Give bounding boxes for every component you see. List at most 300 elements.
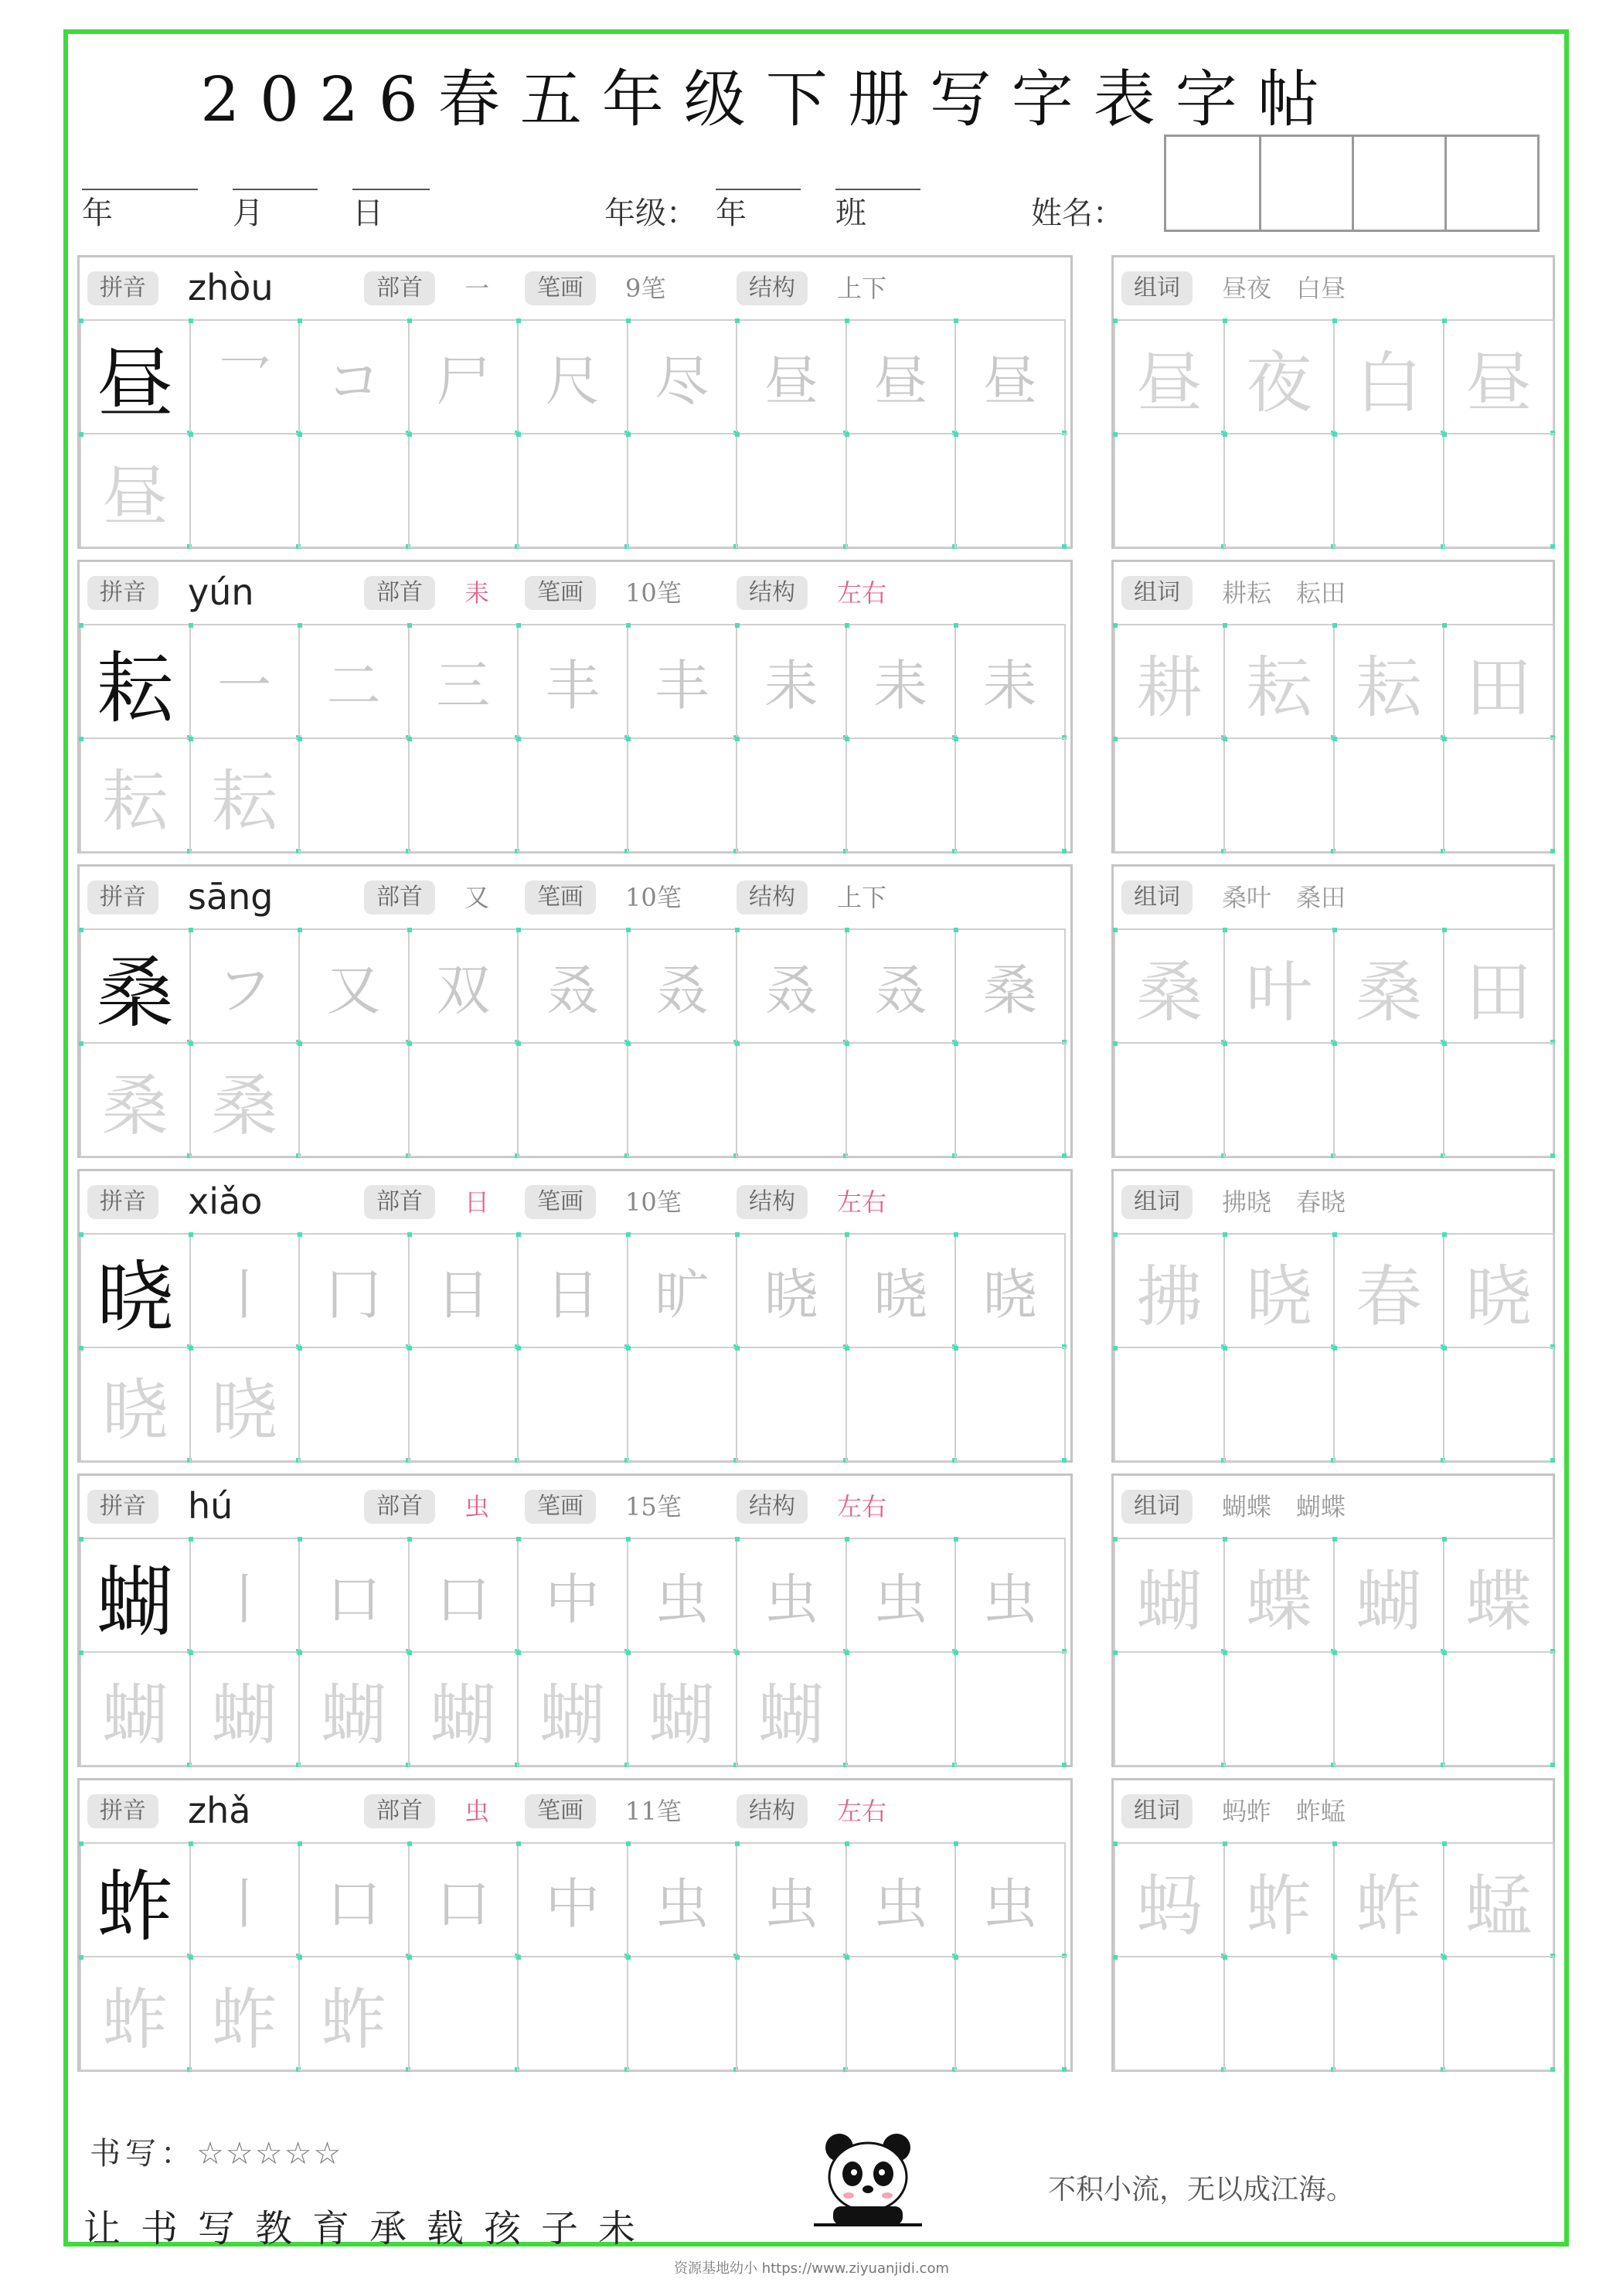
name-label: 姓名：: [1031, 196, 1124, 231]
word-info-row: [1114, 1780, 1553, 1842]
writing-grid: [80, 1233, 1070, 1460]
word-trace-character: 田: [1465, 953, 1532, 1031]
trace-character: 蝴: [320, 1676, 387, 1754]
writing-cell[interactable]: [298, 1956, 410, 2071]
stroke-step: 尽: [655, 349, 709, 413]
trace-character: 蝴: [211, 1676, 278, 1754]
stroke-step: 口: [436, 1872, 491, 1936]
word-trace-character: 桑: [1356, 953, 1422, 1031]
stroke-step: 丰: [655, 654, 709, 717]
year-label: 年: [82, 196, 113, 231]
writing-cell[interactable]: [954, 1842, 1066, 1957]
strokes-tag: 笔画: [525, 1490, 596, 1524]
writing-cell[interactable]: [189, 1233, 301, 1348]
word-cell[interactable]: [1333, 928, 1444, 1044]
word-grid: [1114, 928, 1553, 1156]
writing-cell[interactable]: [736, 1651, 847, 1766]
writing-cell[interactable]: [736, 1347, 847, 1462]
writing-cell[interactable]: [736, 738, 847, 853]
word-practice-panel: [1111, 560, 1555, 853]
radical-value: 日: [464, 1187, 490, 1217]
writing-cell[interactable]: [954, 1538, 1066, 1653]
radical-tag: 部首: [364, 1794, 435, 1828]
trace-character: 桑: [211, 1067, 278, 1145]
strokes-tag: 笔画: [525, 881, 596, 915]
writing-cell[interactable]: [736, 624, 847, 739]
word-cell[interactable]: [1223, 624, 1335, 739]
stroke-step: 桑: [982, 959, 1037, 1022]
stroke-step: 晓: [873, 1263, 928, 1327]
word-cell[interactable]: [1443, 1538, 1554, 1653]
word-cell[interactable]: [1333, 1842, 1444, 1957]
writing-cell[interactable]: [189, 1347, 301, 1462]
writing-cell[interactable]: [627, 1651, 738, 1766]
writing-cell[interactable]: [954, 1651, 1066, 1766]
word-cell[interactable]: [1223, 1651, 1335, 1766]
writing-cell[interactable]: [954, 1347, 1066, 1462]
word-trace-character: 叶: [1246, 953, 1312, 1031]
class-unit: 班: [835, 196, 866, 231]
writing-cell[interactable]: [189, 928, 301, 1044]
writing-cell[interactable]: [298, 319, 410, 434]
page-title: 2026春五年级下册写字表字帖: [200, 63, 1339, 135]
word-cell[interactable]: [1223, 433, 1335, 548]
writing-cell[interactable]: [80, 1956, 191, 2071]
trace-character: 蝴: [757, 1676, 825, 1754]
structure-tag: 结构: [737, 1794, 808, 1828]
stroke-step: 丨: [217, 1263, 272, 1327]
word-cell[interactable]: [1443, 1042, 1554, 1157]
writing-cell[interactable]: [517, 928, 628, 1044]
char-info-row: [80, 257, 1070, 319]
writing-cell[interactable]: [80, 928, 191, 1044]
word-cell[interactable]: [1114, 1842, 1225, 1957]
writing-cell[interactable]: [736, 1956, 847, 2071]
writing-cell[interactable]: [408, 1538, 519, 1653]
writing-label: 书写：: [90, 2136, 196, 2172]
writing-cell[interactable]: [627, 319, 738, 434]
writing-cell[interactable]: [627, 1233, 738, 1348]
word-practice-panel: [1111, 1473, 1555, 1767]
radical-tag: 部首: [364, 1490, 435, 1524]
writing-cell[interactable]: [517, 1842, 628, 1957]
writing-cell[interactable]: [736, 928, 847, 1044]
writing-cell[interactable]: [627, 1842, 738, 1957]
word-trace-character: 晓: [1465, 1258, 1532, 1336]
word-trace-character: 拂: [1136, 1258, 1203, 1336]
word-cell[interactable]: [1443, 738, 1554, 853]
writing-cell[interactable]: [408, 1042, 519, 1157]
word-cell[interactable]: [1443, 1651, 1554, 1766]
writing-cell[interactable]: [408, 1233, 519, 1348]
word-cell[interactable]: [1333, 1347, 1444, 1462]
proverb: 不积小流，无以成江海。: [1048, 2174, 1355, 2206]
word-cell[interactable]: [1223, 1233, 1335, 1348]
word-practice-panel: [1111, 1778, 1555, 2072]
writing-cell[interactable]: [408, 1651, 519, 1766]
writing-cell[interactable]: [736, 1042, 847, 1157]
word-cell[interactable]: [1443, 624, 1554, 739]
word-cell[interactable]: [1114, 433, 1225, 548]
writing-cell[interactable]: [80, 1538, 191, 1653]
writing-cell[interactable]: [954, 624, 1066, 739]
word-cell[interactable]: [1114, 1042, 1225, 1157]
writing-cell[interactable]: [736, 433, 847, 548]
word-trace-character: 蝶: [1246, 1562, 1312, 1640]
name-boxes[interactable]: [1164, 135, 1540, 232]
structure-tag: 结构: [737, 1490, 808, 1524]
writing-cell[interactable]: [80, 738, 191, 853]
words-tag: 组词: [1121, 881, 1193, 915]
structure-value: 左右: [837, 1797, 887, 1826]
structure-tag: 结构: [737, 271, 808, 305]
writing-cell[interactable]: [846, 624, 957, 739]
writing-cell[interactable]: [80, 624, 191, 739]
stroke-step: 晓: [764, 1263, 818, 1327]
writing-cell[interactable]: [408, 624, 519, 739]
word-info-row: [1114, 1476, 1553, 1538]
word-cell[interactable]: [1114, 1347, 1225, 1462]
word-info-row: [1114, 867, 1553, 928]
writing-cell[interactable]: [627, 1956, 738, 2071]
writing-cell[interactable]: [80, 1233, 191, 1348]
model-character: 桑: [96, 947, 174, 1038]
stroke-step: 口: [436, 1568, 491, 1631]
word-cell[interactable]: [1333, 1538, 1444, 1653]
word-cell[interactable]: [1114, 738, 1225, 853]
word-cell[interactable]: [1223, 1042, 1335, 1157]
structure-tag: 结构: [737, 881, 808, 915]
writing-cell[interactable]: [846, 1956, 957, 2071]
model-character: 晓: [96, 1252, 174, 1343]
writing-cell[interactable]: [954, 1233, 1066, 1348]
stroke-step: 冂: [326, 1263, 381, 1327]
strokes-value: 10笔: [625, 578, 682, 608]
writing-cell[interactable]: [298, 928, 410, 1044]
writing-cell[interactable]: [846, 1538, 957, 1653]
grade-unit: 年: [716, 196, 747, 231]
writing-cell[interactable]: [846, 928, 957, 1044]
writing-cell[interactable]: [189, 624, 301, 739]
strokes-tag: 笔画: [525, 1794, 596, 1828]
writing-cell[interactable]: [408, 738, 519, 853]
word-trace-character: 耘: [1246, 649, 1312, 727]
writing-cell[interactable]: [954, 433, 1066, 548]
stroke-step: 虫: [873, 1872, 928, 1936]
writing-cell[interactable]: [189, 1042, 301, 1157]
strokes-value: 15笔: [625, 1492, 682, 1521]
word-trace-character: 蝴: [1136, 1562, 1203, 1640]
pinyin-value: yún: [188, 571, 254, 613]
word-grid: [1114, 319, 1553, 547]
stroke-step: 尸: [436, 349, 491, 413]
writing-cell[interactable]: [846, 1347, 957, 1462]
writing-cell[interactable]: [517, 1956, 628, 2071]
writing-cell[interactable]: [517, 1651, 628, 1766]
word-cell[interactable]: [1333, 1233, 1444, 1348]
trace-character: 蚱: [211, 1981, 278, 2059]
char-practice-panel: [77, 1778, 1073, 2072]
writing-cell[interactable]: [189, 1538, 301, 1653]
words-value: 蚂蚱 蚱蜢: [1222, 1797, 1346, 1826]
word-cell[interactable]: [1443, 1842, 1554, 1957]
stroke-step: 日: [545, 1263, 600, 1327]
word-cell[interactable]: [1223, 928, 1335, 1044]
motto: 让书写教育承载孩子未: [83, 2207, 656, 2250]
word-cell[interactable]: [1443, 433, 1554, 548]
trace-character: 耘: [211, 762, 278, 840]
star-rating[interactable]: ☆☆☆☆☆: [196, 2136, 343, 2172]
word-cell[interactable]: [1443, 1347, 1554, 1462]
writing-cell[interactable]: [846, 319, 957, 434]
word-cell[interactable]: [1114, 1233, 1225, 1348]
writing-grid: [80, 624, 1070, 851]
writing-cell[interactable]: [298, 1233, 410, 1348]
writing-cell[interactable]: [298, 433, 410, 548]
stroke-step: 虫: [764, 1872, 818, 1936]
writing-cell[interactable]: [736, 319, 847, 434]
word-info-row: [1114, 1171, 1553, 1233]
word-cell[interactable]: [1223, 1842, 1335, 1957]
trace-character: 晓: [211, 1371, 278, 1449]
strokes-value: 10笔: [625, 1187, 682, 1217]
word-trace-character: 蝶: [1465, 1562, 1532, 1640]
words-tag: 组词: [1121, 576, 1193, 610]
writing-cell[interactable]: [627, 738, 738, 853]
radical-value: 耒: [464, 578, 490, 608]
stroke-step: 双: [436, 959, 491, 1022]
writing-cell[interactable]: [408, 1842, 519, 1957]
word-cell[interactable]: [1443, 1956, 1554, 2071]
pinyin-tag: 拼音: [87, 1185, 158, 1219]
writing-cell[interactable]: [846, 1233, 957, 1348]
word-cell[interactable]: [1333, 1651, 1444, 1766]
char-practice-panel: [77, 1473, 1073, 1767]
words-tag: 组词: [1121, 1490, 1193, 1524]
model-character: 蝴: [96, 1556, 174, 1647]
writing-cell[interactable]: [298, 738, 410, 853]
month-label: 月: [233, 196, 264, 231]
writing-cell[interactable]: [189, 433, 301, 548]
pinyin-tag: 拼音: [87, 271, 158, 305]
writing-cell[interactable]: [189, 319, 301, 434]
word-cell[interactable]: [1333, 624, 1444, 739]
word-cell[interactable]: [1114, 1651, 1225, 1766]
pinyin-value: xiǎo: [188, 1180, 263, 1222]
word-grid: [1114, 1842, 1553, 2069]
word-cell[interactable]: [1443, 319, 1554, 434]
word-info-row: [1114, 257, 1553, 319]
stroke-step: 丨: [217, 1872, 272, 1936]
word-cell[interactable]: [1114, 1538, 1225, 1653]
writing-cell[interactable]: [517, 319, 628, 434]
writing-cell[interactable]: [517, 433, 628, 548]
stroke-step: 三: [436, 654, 491, 717]
writing-grid: [80, 1842, 1070, 2069]
words-tag: 组词: [1121, 1794, 1193, 1828]
radical-tag: 部首: [364, 271, 435, 305]
trace-character: 桑: [101, 1067, 168, 1145]
char-practice-panel: [77, 864, 1073, 1158]
writing-cell[interactable]: [298, 1347, 410, 1462]
writing-cell[interactable]: [189, 1842, 301, 1957]
stroke-step: 耒: [873, 654, 928, 717]
writing-cell[interactable]: [408, 319, 519, 434]
writing-cell[interactable]: [517, 738, 628, 853]
strokes-value: 9笔: [625, 274, 666, 303]
word-cell[interactable]: [1443, 1233, 1554, 1348]
words-value: 昼夜 白昼: [1222, 274, 1346, 303]
word-trace-character: 白: [1356, 344, 1422, 422]
word-cell[interactable]: [1114, 1956, 1225, 2071]
word-cell[interactable]: [1223, 1956, 1335, 2071]
writing-cell[interactable]: [846, 1042, 957, 1157]
word-cell[interactable]: [1223, 738, 1335, 853]
worksheet-frame: [63, 29, 1569, 2250]
stroke-step: 乛: [217, 349, 272, 413]
strokes-value: 11笔: [625, 1797, 682, 1826]
writing-cell[interactable]: [80, 433, 191, 548]
word-cell[interactable]: [1333, 738, 1444, 853]
source-footer: 资源基地幼小 https://www.ziyuanjidi.com: [673, 2260, 950, 2277]
pinyin-tag: 拼音: [87, 576, 158, 610]
stroke-step: 虫: [982, 1872, 1037, 1936]
writing-cell[interactable]: [80, 319, 191, 434]
writing-cell[interactable]: [736, 1233, 847, 1348]
stroke-step: 中: [545, 1568, 600, 1631]
word-trace-character: 蚱: [1356, 1867, 1422, 1945]
stroke-step: 又: [326, 959, 381, 1022]
writing-cell[interactable]: [80, 1347, 191, 1462]
word-grid: [1114, 1538, 1553, 1765]
panda-icon: [810, 2121, 926, 2237]
writing-cell[interactable]: [846, 1651, 957, 1766]
writing-cell[interactable]: [517, 1233, 628, 1348]
word-cell[interactable]: [1114, 928, 1225, 1044]
words-value: 桑叶 桑田: [1222, 883, 1346, 912]
pinyin-value: zhòu: [188, 267, 274, 308]
structure-value: 左右: [837, 1187, 887, 1217]
words-tag: 组词: [1121, 1185, 1193, 1219]
writing-cell[interactable]: [627, 928, 738, 1044]
writing-cell[interactable]: [189, 738, 301, 853]
writing-cell[interactable]: [517, 624, 628, 739]
stroke-step: 昼: [873, 349, 928, 413]
word-cell[interactable]: [1223, 319, 1335, 434]
stroke-step: 丨: [217, 1568, 272, 1631]
writing-cell[interactable]: [408, 433, 519, 548]
words-value: 耕耘 耘田: [1222, 578, 1346, 608]
writing-cell[interactable]: [627, 1347, 738, 1462]
stroke-step: フ: [217, 959, 272, 1022]
word-cell[interactable]: [1223, 1347, 1335, 1462]
writing-cell[interactable]: [298, 1042, 410, 1157]
grade-label: 年级：: [604, 196, 697, 231]
stroke-step: 叒: [764, 959, 818, 1022]
word-cell[interactable]: [1114, 624, 1225, 739]
writing-cell[interactable]: [298, 1651, 410, 1766]
char-practice-panel: [77, 1169, 1073, 1463]
word-cell[interactable]: [1223, 1538, 1335, 1653]
writing-cell[interactable]: [80, 1042, 191, 1157]
word-practice-panel: [1111, 255, 1555, 549]
writing-cell[interactable]: [846, 1842, 957, 1957]
strokes-tag: 笔画: [525, 1185, 596, 1219]
writing-grid: [80, 928, 1070, 1156]
writing-cell[interactable]: [408, 1347, 519, 1462]
pinyin-value: zhǎ: [188, 1790, 251, 1831]
trace-character: 蝴: [648, 1676, 716, 1754]
writing-cell[interactable]: [517, 1538, 628, 1653]
trace-character: 蝴: [539, 1676, 606, 1754]
writing-cell[interactable]: [517, 1347, 628, 1462]
trace-character: 蚱: [320, 1981, 387, 2059]
stroke-step: 一: [217, 654, 272, 717]
word-cell[interactable]: [1114, 319, 1225, 434]
writing-cell[interactable]: [736, 1538, 847, 1653]
word-trace-character: 夜: [1246, 344, 1312, 422]
word-cell[interactable]: [1333, 1042, 1444, 1157]
word-grid: [1114, 1233, 1553, 1460]
radical-value: 虫: [464, 1797, 490, 1826]
writing-cell[interactable]: [298, 624, 410, 739]
writing-cell[interactable]: [189, 1651, 301, 1766]
stroke-step: 虫: [764, 1568, 818, 1631]
stroke-step: 晓: [982, 1263, 1037, 1327]
word-practice-panel: [1111, 1169, 1555, 1463]
writing-cell[interactable]: [517, 1042, 628, 1157]
word-cell[interactable]: [1333, 1956, 1444, 2071]
writing-cell[interactable]: [627, 433, 738, 548]
writing-cell[interactable]: [954, 928, 1066, 1044]
writing-cell[interactable]: [627, 1538, 738, 1653]
writing-cell[interactable]: [408, 1956, 519, 2071]
word-cell[interactable]: [1333, 433, 1444, 548]
writing-grid: [80, 1538, 1070, 1765]
stroke-step: 口: [326, 1568, 381, 1631]
writing-cell[interactable]: [846, 738, 957, 853]
words-value: 拂晓 春晓: [1222, 1187, 1346, 1217]
writing-cell[interactable]: [80, 1842, 191, 1957]
word-cell[interactable]: [1443, 928, 1554, 1044]
stroke-step: 叒: [655, 959, 709, 1022]
writing-cell[interactable]: [954, 319, 1066, 434]
day-label: 日: [352, 196, 383, 231]
writing-cell[interactable]: [736, 1842, 847, 1957]
writing-cell[interactable]: [298, 1538, 410, 1653]
radical-value: 虫: [464, 1492, 490, 1521]
stroke-step: 虫: [982, 1568, 1037, 1631]
writing-cell[interactable]: [189, 1956, 301, 2071]
writing-cell[interactable]: [80, 1651, 191, 1766]
writing-cell[interactable]: [954, 1956, 1066, 2071]
writing-cell[interactable]: [954, 738, 1066, 853]
writing-cell[interactable]: [627, 624, 738, 739]
writing-cell[interactable]: [408, 928, 519, 1044]
pinyin-tag: 拼音: [87, 881, 158, 915]
strokes-tag: 笔画: [525, 576, 596, 610]
model-character: 蚱: [96, 1861, 174, 1952]
pinyin-value: sāng: [188, 876, 274, 918]
writing-cell[interactable]: [846, 433, 957, 548]
radical-tag: 部首: [364, 881, 435, 915]
writing-cell[interactable]: [954, 1042, 1066, 1157]
words-value: 蝴蝶 蝴蝶: [1222, 1492, 1346, 1521]
writing-cell[interactable]: [298, 1842, 410, 1957]
writing-cell[interactable]: [627, 1042, 738, 1157]
word-cell[interactable]: [1333, 319, 1444, 434]
stroke-step: 口: [326, 1872, 381, 1936]
